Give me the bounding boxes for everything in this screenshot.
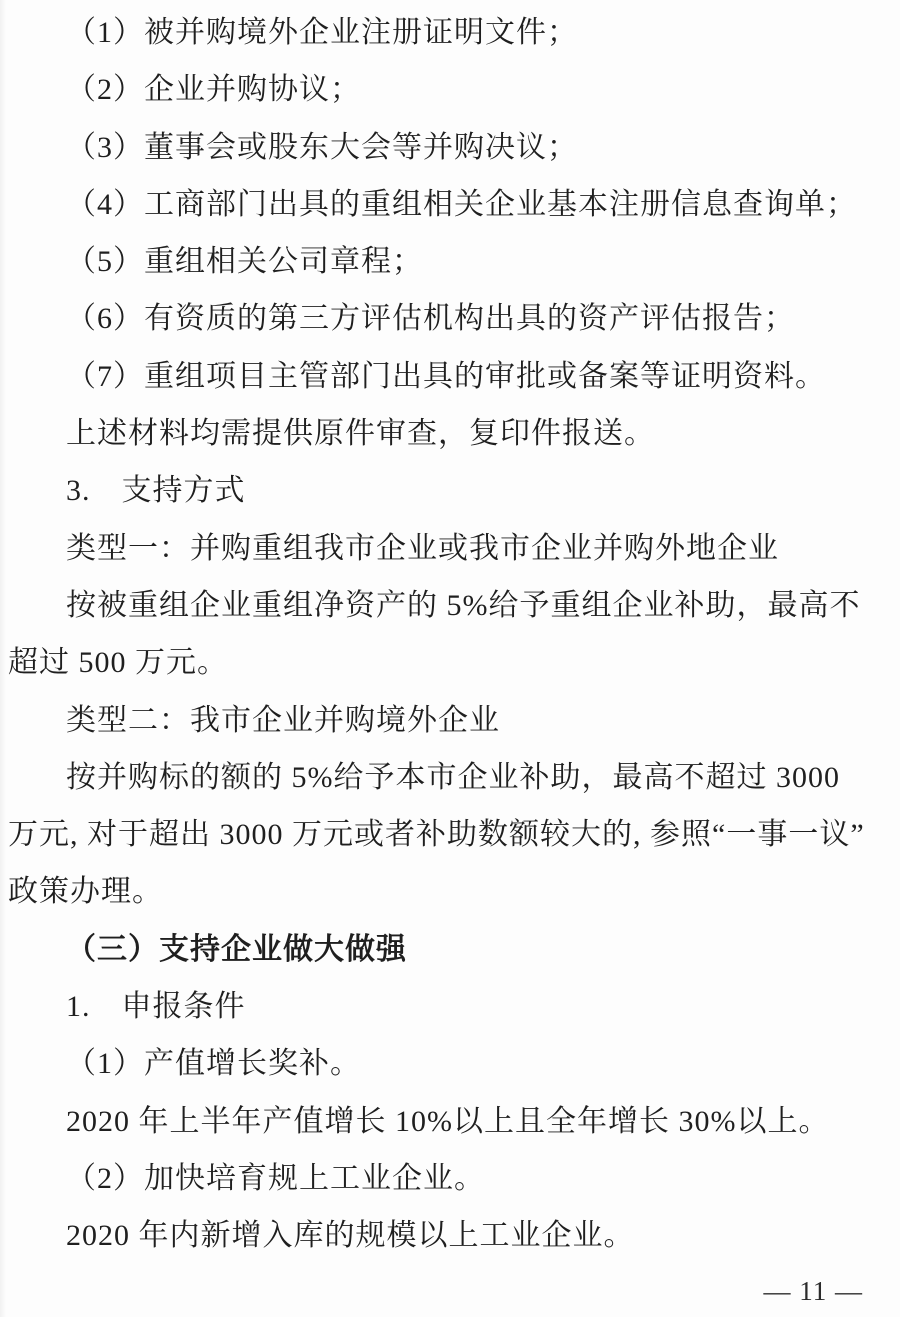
text-line: 1. 申报条件: [66, 990, 246, 1024]
page-number: — 11 —: [763, 1275, 863, 1306]
text-line: （三）支持企业做大做强: [66, 932, 407, 966]
document-body: [8, 4, 893, 1265]
text-line: （6）有资质的第三方评估机构出具的资产评估报告；: [66, 302, 795, 336]
text-line: 万元, 对于超出 3000 万元或者补助数额较大的, 参照“一事一议”: [8, 818, 865, 852]
text-line: 政策办理。: [8, 875, 163, 909]
text-line: 类型一：并购重组我市企业或我市企业并购外地企业: [66, 531, 779, 565]
text-line: 上述材料均需提供原件审查，复印件报送。: [66, 417, 655, 451]
text-line: 2020 年内新增入库的规模以上工业企业。: [66, 1219, 635, 1253]
text-line: （1）被并购境外企业注册证明文件；: [66, 16, 578, 49]
text-line: （4）工商部门出具的重组相关企业基本注册信息查询单；: [66, 187, 857, 221]
text-line: （2）企业并购协议；: [66, 73, 361, 107]
text-line: 3. 支持方式: [66, 474, 246, 508]
text-line: （3）董事会或股东大会等并购决议；: [66, 130, 578, 164]
text-line: 超过 500 万元。: [8, 646, 228, 680]
text-line: 按并购标的额的 5%给予本市企业补助，最高不超过 3000: [66, 760, 840, 794]
text-line: 按被重组企业重组净资产的 5%给予重组企业补助，最高不: [66, 588, 861, 622]
text-line: 2020 年上半年产值增长 10%以上且全年增长 30%以上。: [66, 1104, 830, 1138]
text-line: 类型二：我市企业并购境外企业: [66, 703, 500, 737]
text-line: （7）重组项目主管部门出具的审批或备案等证明资料。: [66, 359, 826, 393]
text-line: （5）重组相关公司章程；: [66, 245, 423, 279]
text-line: （2）加快培育规上工业企业。: [66, 1161, 485, 1195]
text-line: （1）产值增长奖补。: [66, 1047, 361, 1081]
